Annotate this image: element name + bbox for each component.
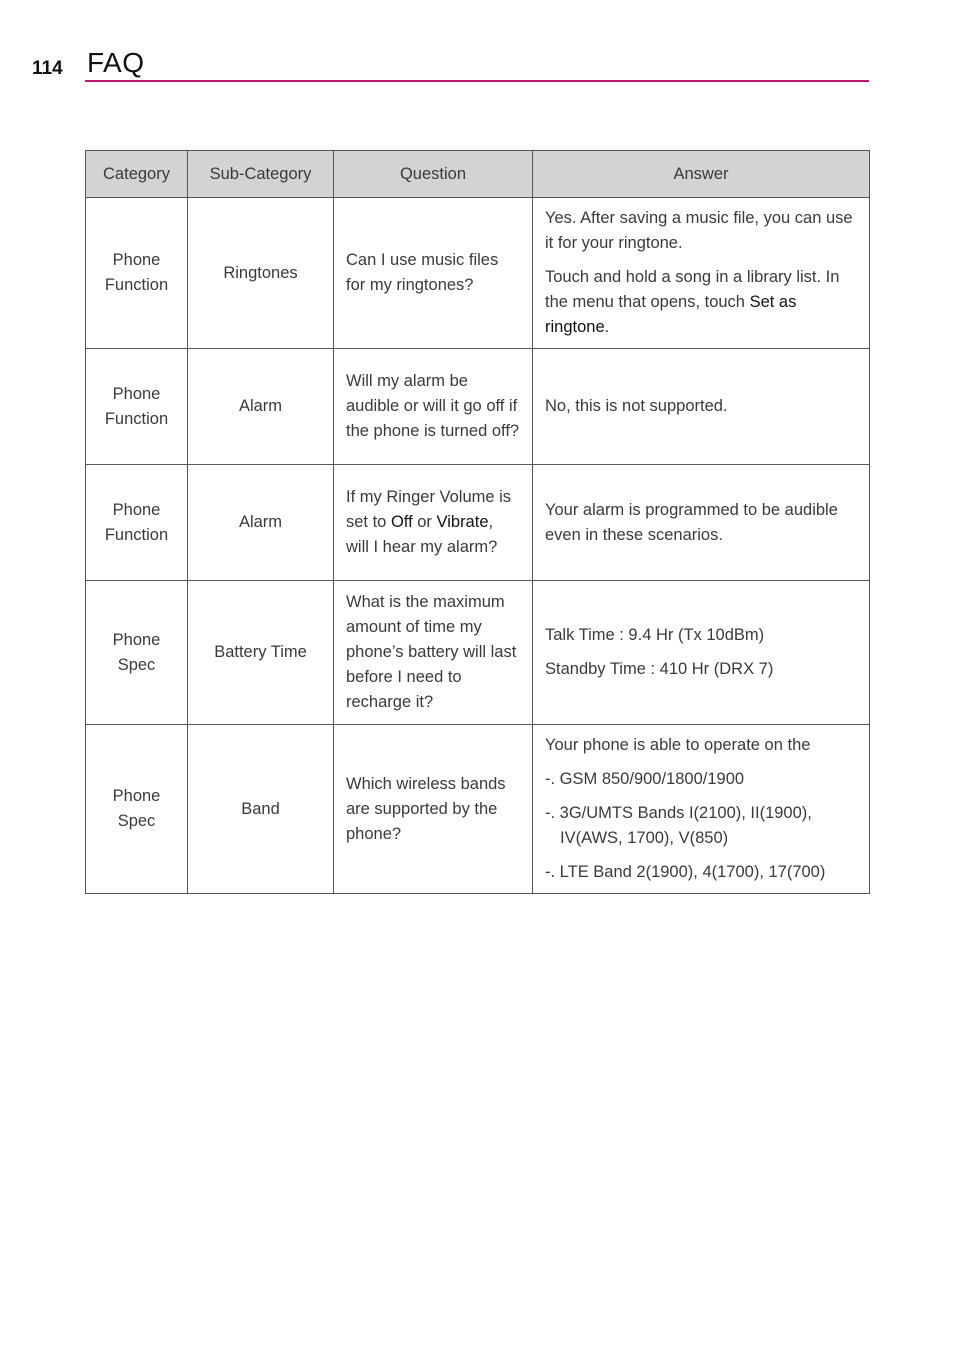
category-line: Phone [112, 630, 161, 649]
answer-text: Yes. After saving a music file, you can use it for your ringtone. [545, 209, 853, 252]
answer-cell [533, 465, 870, 581]
category-line: Phone [112, 384, 161, 403]
answer-text: Your alarm is programmed to be audible even in these scenarios. [545, 500, 838, 544]
question-cell [334, 465, 533, 581]
category-line: Spec [117, 655, 156, 674]
setting-off: Off [390, 513, 413, 531]
page-number: 114 [32, 58, 63, 79]
band-list-item: -. GSM 850/900/1800/1900 [545, 770, 745, 788]
question-text-segment: , will I hear my alarm? [346, 513, 498, 556]
answer-text-segment: Touch and hold a song in a library list. In the menu that opens, touch [545, 268, 840, 311]
title-rule [85, 80, 869, 82]
category-line: Phone [112, 787, 161, 805]
sub-category-cell: Battery Time [188, 581, 334, 725]
table-header-row [86, 151, 870, 198]
table-row [86, 465, 870, 581]
category-line: Function [104, 276, 169, 294]
category-cell [86, 581, 188, 725]
band-list-item: -. 3G/UMTS Bands I(2100), II(1900), IV(AWS, 1700), V(850) [545, 804, 812, 847]
menu-option-set-as-ringtone: Set as ringtone [545, 293, 797, 336]
table-row [86, 725, 870, 894]
sub-category-cell: Ringtones [188, 198, 334, 349]
sub-category-cell: Band [188, 725, 334, 894]
category-cell [86, 725, 188, 894]
band-list-item: -. LTE Band 2(1900), 4(1700), 17(700) [545, 863, 826, 881]
header-answer: Answer [533, 151, 870, 198]
question-text-segment: If my Ringer Volume is set to [346, 488, 512, 531]
answer-cell [533, 581, 870, 725]
answer-text: No, this is not supported. [545, 397, 728, 415]
sub-category-cell: Alarm [188, 349, 334, 465]
question-cell: Which wireless bands are supported by the phone? [334, 725, 533, 894]
faq-table [85, 150, 870, 894]
category-cell [86, 349, 188, 465]
table-row [86, 581, 870, 725]
category-cell [86, 465, 188, 581]
answer-cell [533, 198, 870, 349]
answer-cell [533, 725, 870, 894]
header-question: Question [334, 151, 533, 198]
header-sub-category: Sub-Category [188, 151, 334, 198]
table-row [86, 198, 870, 349]
category-cell [86, 198, 188, 349]
answer-text: Your phone is able to operate on the [545, 736, 811, 754]
question-cell: What is the maximum amount of time my phone’s battery will last before I need to recharge it? [334, 581, 533, 725]
answer-text: Standby Time : 410 Hr (DRX 7) [545, 660, 774, 678]
category-line: Function [104, 409, 169, 428]
header-category: Category [86, 151, 188, 198]
category-line: Spec [117, 812, 156, 830]
question-cell: Will my alarm be audible or will it go off if the phone is turned off? [334, 349, 533, 465]
page-title: FAQ [87, 47, 145, 78]
category-line: Phone [112, 251, 161, 269]
answer-cell [533, 349, 870, 465]
answer-text [545, 265, 857, 340]
category-line: Function [104, 525, 169, 544]
question-cell: Can I use music files for my ringtones? [334, 198, 533, 349]
setting-vibrate: Vibrate [436, 513, 489, 531]
question-text-segment: or [412, 513, 437, 531]
sub-category-cell: Alarm [188, 465, 334, 581]
answer-text: Talk Time : 9.4 Hr (Tx 10dBm) [545, 626, 765, 644]
category-line: Phone [112, 500, 161, 519]
table-row [86, 349, 870, 465]
answer-text-segment: . [604, 318, 610, 336]
